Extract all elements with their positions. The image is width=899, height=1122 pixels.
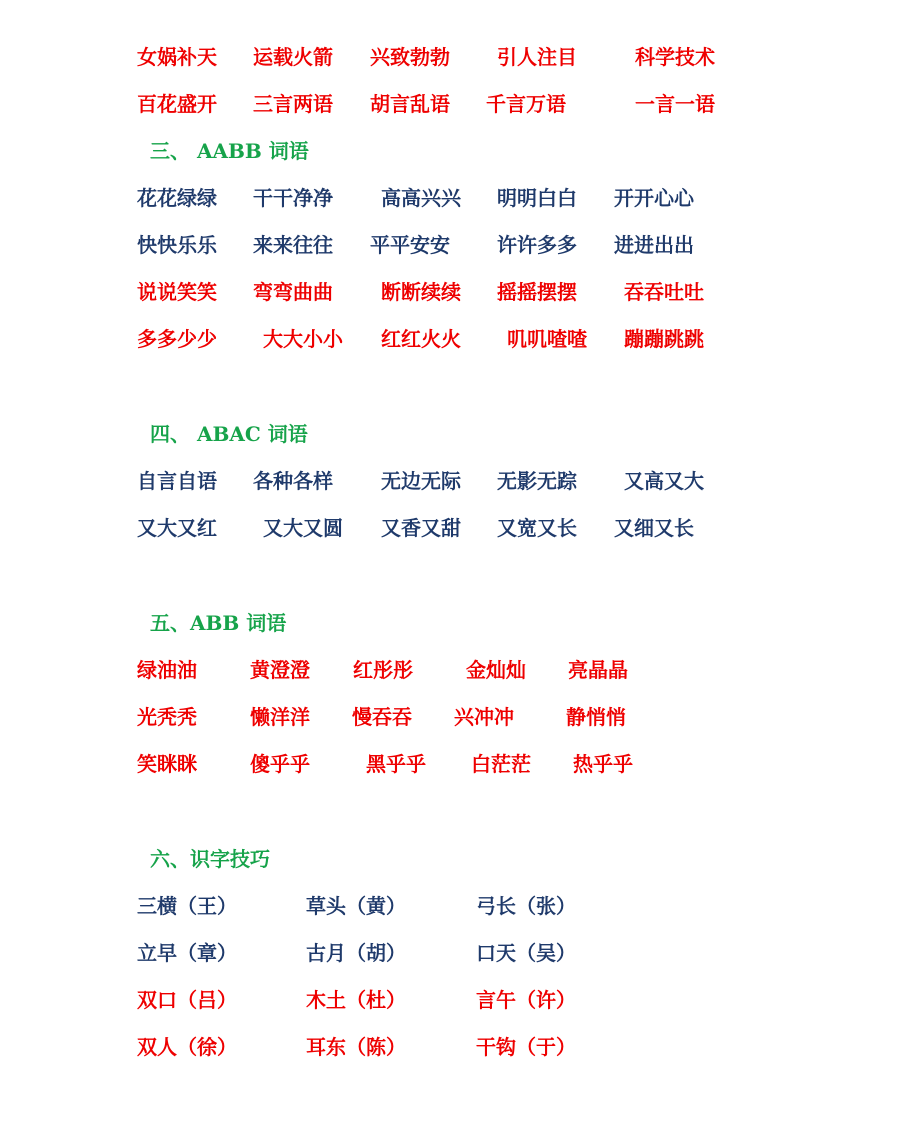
word-item: 兴致勃勃 [370,45,450,69]
word-item: 吞吞吐吐 [624,280,704,304]
heading-text: 五、ABB 词语 [150,611,287,635]
word-item: 亮晶晶 [568,658,628,682]
word-item: 金灿灿 [466,658,526,682]
word-item: 又细又长 [614,516,694,540]
word-item: 红彤彤 [353,658,413,682]
word-item: 一言一语 [635,92,715,116]
word-item: 女娲补天 [137,45,217,69]
word-item: 黑乎乎 [366,752,426,776]
word-item: 双人（徐） [137,1035,237,1059]
word-item: 兴冲冲 [454,705,514,729]
word-item: 笑眯眯 [137,752,197,776]
word-item: 干干净净 [253,186,333,210]
word-item: 三言两语 [253,92,333,116]
word-item: 白茫茫 [471,752,531,776]
word-item: 又大又红 [137,516,217,540]
word-item: 草头（黄） [306,894,406,918]
word-item: 多多少少 [137,327,217,351]
word-item: 摇摇摆摆 [497,280,577,304]
word-item: 三横（王） [137,894,237,918]
word-item: 千言万语 [486,92,566,116]
word-item: 来来往往 [253,233,333,257]
word-item: 又高又大 [624,469,704,493]
word-item: 双口（吕） [137,988,237,1012]
word-item: 各种各样 [253,469,333,493]
word-item: 快快乐乐 [137,233,217,257]
word-item: 耳东（陈） [306,1035,406,1059]
word-item: 立早（章） [137,941,237,965]
word-item: 大大小小 [263,327,343,351]
word-item: 又大又圆 [263,516,343,540]
word-item: 百花盛开 [137,92,217,116]
word-item: 光秃秃 [137,705,197,729]
word-item: 热乎乎 [573,752,633,776]
word-item: 懒洋洋 [250,705,310,729]
word-item: 古月（胡） [306,941,406,965]
word-item: 静悄悄 [566,705,626,729]
heading-text: 四、 ABAC 词语 [150,422,308,446]
word-item: 口天（吴） [476,941,576,965]
word-item: 叽叽喳喳 [507,327,587,351]
word-item: 弯弯曲曲 [253,280,333,304]
word-item: 蹦蹦跳跳 [624,327,704,351]
word-item: 开开心心 [614,186,694,210]
word-item: 自言自语 [137,469,217,493]
word-item: 断断续续 [381,280,461,304]
word-item: 无影无踪 [497,469,577,493]
word-item: 许许多多 [497,233,577,257]
word-item: 引人注目 [497,45,577,69]
word-item: 木土（杜） [306,988,406,1012]
word-item: 花花绿绿 [137,186,217,210]
word-item: 胡言乱语 [370,92,450,116]
word-item: 运载火箭 [253,45,333,69]
word-item: 干钩（于） [476,1035,576,1059]
word-item: 黄澄澄 [250,658,310,682]
word-item: 说说笑笑 [137,280,217,304]
word-item: 无边无际 [381,469,461,493]
heading-text: 三、 AABB 词语 [150,139,309,163]
word-item: 又香又甜 [381,516,461,540]
word-item: 明明白白 [497,186,577,210]
word-item: 绿油油 [137,658,197,682]
word-item: 高高兴兴 [381,186,461,210]
word-item: 傻乎乎 [250,752,310,776]
word-item: 弓长（张） [476,894,576,918]
word-item: 平平安安 [370,233,450,257]
word-item: 又宽又长 [497,516,577,540]
word-item: 进进出出 [614,233,694,257]
word-item: 科学技术 [635,45,715,69]
word-item: 言午（许） [476,988,576,1012]
heading-text: 六、识字技巧 [150,847,270,871]
word-item: 慢吞吞 [352,705,412,729]
word-item: 红红火火 [381,327,461,351]
